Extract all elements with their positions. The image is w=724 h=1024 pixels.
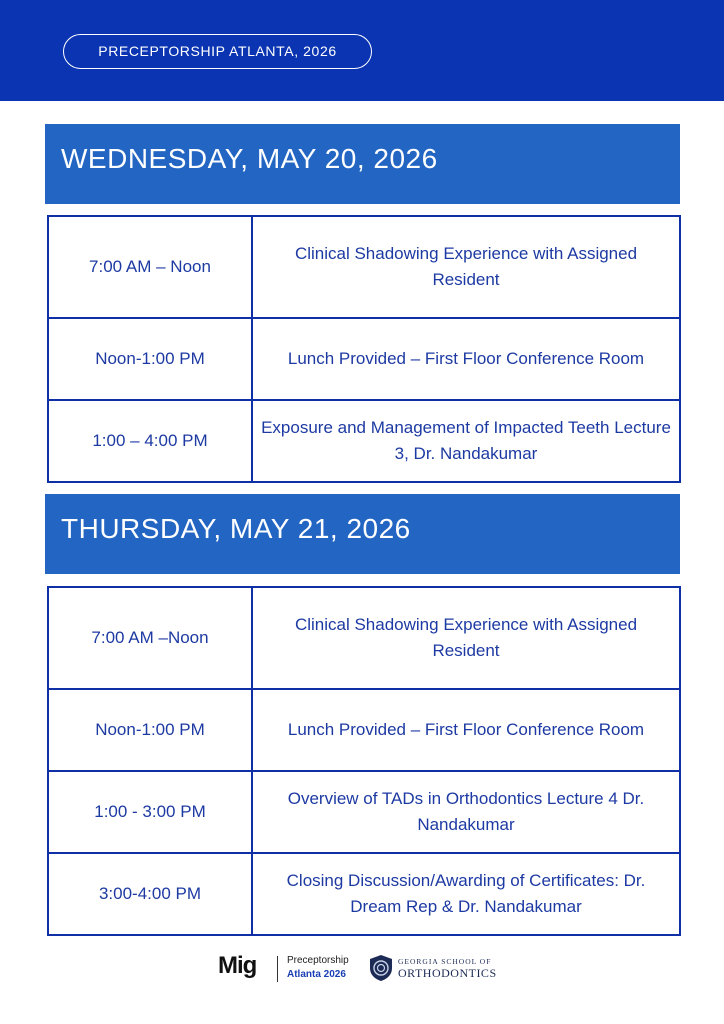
time-cell: 7:00 AM – Noon — [48, 216, 252, 318]
time-cell: 7:00 AM –Noon — [48, 587, 252, 689]
activity-cell: Overview of TADs in Orthodontics Lecture 4 Dr. Nandakumar — [252, 771, 680, 853]
school-name-line1: GEORGIA SCHOOL OF — [398, 957, 492, 966]
time-cell: 1:00 - 3:00 PM — [48, 771, 252, 853]
footer-logos — [0, 950, 724, 990]
school-name-line2: ORTHODONTICS — [398, 966, 497, 980]
table-row — [48, 689, 680, 771]
preceptorship-year-label: Atlanta 2026 — [287, 969, 346, 980]
table-row — [48, 587, 680, 689]
time-cell: Noon-1:00 PM — [48, 318, 252, 400]
time-cell: Noon-1:00 PM — [48, 689, 252, 771]
event-pill: PRECEPTORSHIP ATLANTA, 2026 — [63, 34, 372, 69]
table-row — [48, 853, 680, 935]
mig-logo: Mig — [218, 952, 257, 979]
logo-divider — [277, 956, 278, 982]
activity-cell: Clinical Shadowing Experience with Assigned Resident — [252, 587, 680, 689]
time-cell: 1:00 – 4:00 PM — [48, 400, 252, 482]
table-row — [48, 771, 680, 853]
table-row — [48, 400, 680, 482]
time-cell: 3:00-4:00 PM — [48, 853, 252, 935]
activity-cell: Lunch Provided – First Floor Conference Room — [252, 689, 680, 771]
header-bar — [0, 0, 724, 101]
activity-cell: Closing Discussion/Awarding of Certificates: Dr. Dream Rep & Dr. Nandakumar — [252, 853, 680, 935]
activity-cell: Clinical Shadowing Experience with Assigned Resident — [252, 216, 680, 318]
preceptorship-label: Preceptorship — [287, 955, 349, 966]
school-seal-icon — [368, 954, 394, 982]
day-heading-wednesday: WEDNESDAY, MAY 20, 2026 — [45, 124, 680, 204]
table-row — [48, 318, 680, 400]
activity-cell: Lunch Provided – First Floor Conference Room — [252, 318, 680, 400]
table-row — [48, 216, 680, 318]
activity-cell: Exposure and Management of Impacted Teeth Lecture 3, Dr. Nandakumar — [252, 400, 680, 482]
day-heading-thursday: THURSDAY, MAY 21, 2026 — [45, 494, 680, 574]
schedule-table-wednesday — [47, 215, 681, 483]
schedule-table-thursday — [47, 586, 681, 936]
